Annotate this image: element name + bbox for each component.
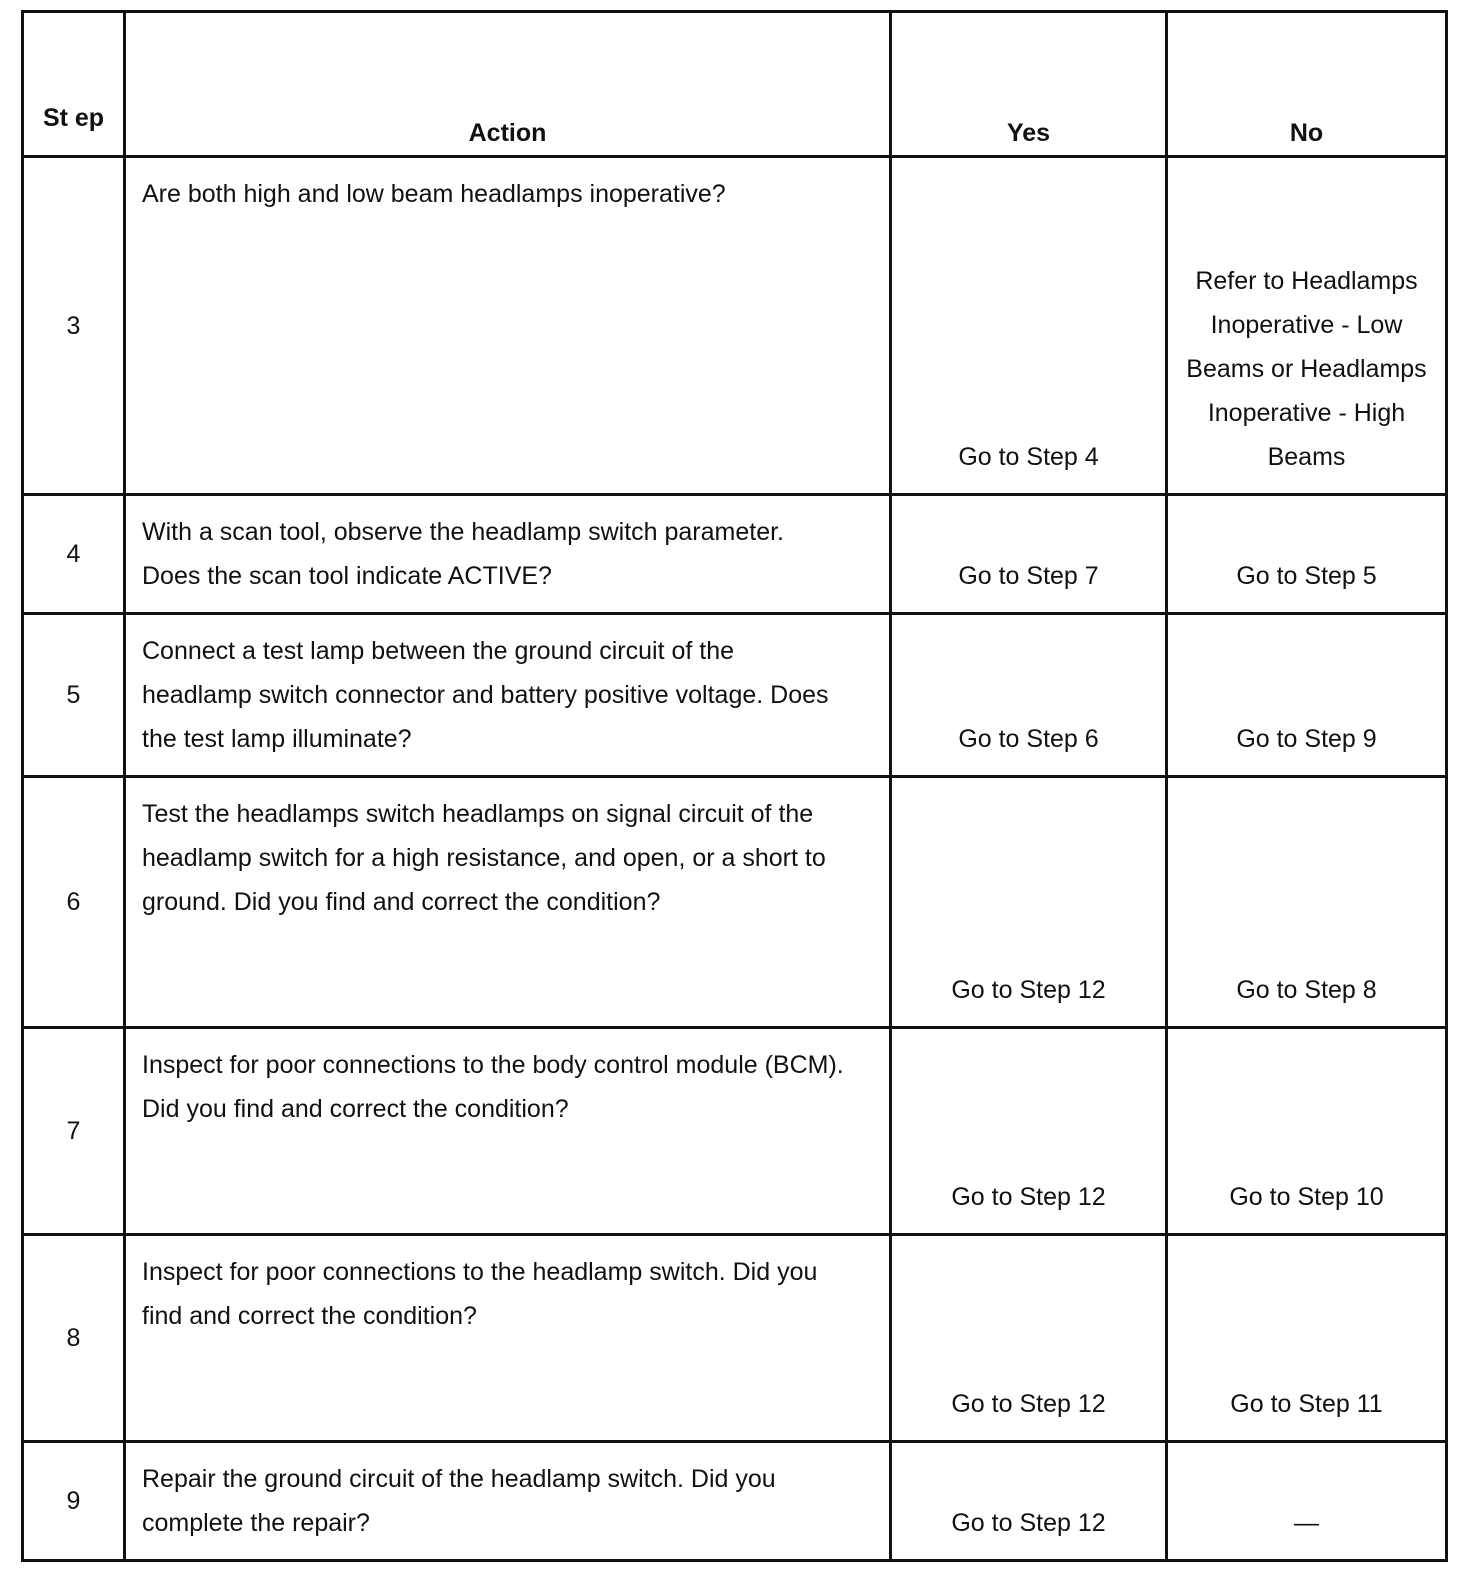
header-row xyxy=(23,12,1447,157)
step-number: 8 xyxy=(23,1235,125,1442)
header-no: No xyxy=(1167,12,1447,157)
action-text: Inspect for poor connections to the headlamp switch. Did you find and correct the condition? xyxy=(125,1235,891,1442)
no-result: Go to Step 11 xyxy=(1167,1235,1447,1442)
header-step: St ep xyxy=(23,12,125,157)
no-result: Go to Step 5 xyxy=(1167,495,1447,614)
table-row xyxy=(23,777,1447,1028)
step-number: 4 xyxy=(23,495,125,614)
step-number: 5 xyxy=(23,614,125,777)
step-number: 9 xyxy=(23,1442,125,1561)
header-action: Action xyxy=(125,12,891,157)
yes-result: Go to Step 12 xyxy=(891,1442,1167,1561)
step-number: 7 xyxy=(23,1028,125,1235)
no-result: Go to Step 9 xyxy=(1167,614,1447,777)
yes-result: Go to Step 12 xyxy=(891,1028,1167,1235)
action-text: Test the headlamps switch headlamps on signal circuit of the headlamp switch for a high resistance, and open, or a short to ground. Did you find and correct the condition? xyxy=(125,777,891,1028)
action-text: With a scan tool, observe the headlamp switch parameter. Does the scan tool indicate ACTIVE? xyxy=(125,495,891,614)
yes-result: Go to Step 7 xyxy=(891,495,1167,614)
header-yes: Yes xyxy=(891,12,1167,157)
yes-result: Go to Step 12 xyxy=(891,1235,1167,1442)
no-result: Refer to Headlamps Inoperative - Low Beams or Headlamps Inoperative - High Beams xyxy=(1167,157,1447,495)
action-text: Are both high and low beam headlamps inoperative? xyxy=(125,157,891,495)
yes-result: Go to Step 4 xyxy=(891,157,1167,495)
step-number: 6 xyxy=(23,777,125,1028)
table-row xyxy=(23,1235,1447,1442)
yes-result: Go to Step 12 xyxy=(891,777,1167,1028)
table-row xyxy=(23,495,1447,614)
step-number: 3 xyxy=(23,157,125,495)
no-result: Go to Step 10 xyxy=(1167,1028,1447,1235)
table-row xyxy=(23,1442,1447,1561)
table-row xyxy=(23,614,1447,777)
action-text: Inspect for poor connections to the body control module (BCM). Did you find and correct the condition? xyxy=(125,1028,891,1235)
no-result: Go to Step 8 xyxy=(1167,777,1447,1028)
action-text: Repair the ground circuit of the headlamp switch. Did you complete the repair? xyxy=(125,1442,891,1561)
table-row xyxy=(23,1028,1447,1235)
diagnostic-table xyxy=(21,10,1448,1562)
yes-result: Go to Step 6 xyxy=(891,614,1167,777)
no-result: — xyxy=(1167,1442,1447,1561)
action-text: Connect a test lamp between the ground circuit of the headlamp switch connector and battery positive voltage. Does the test lamp illuminate? xyxy=(125,614,891,777)
table-row xyxy=(23,157,1447,495)
